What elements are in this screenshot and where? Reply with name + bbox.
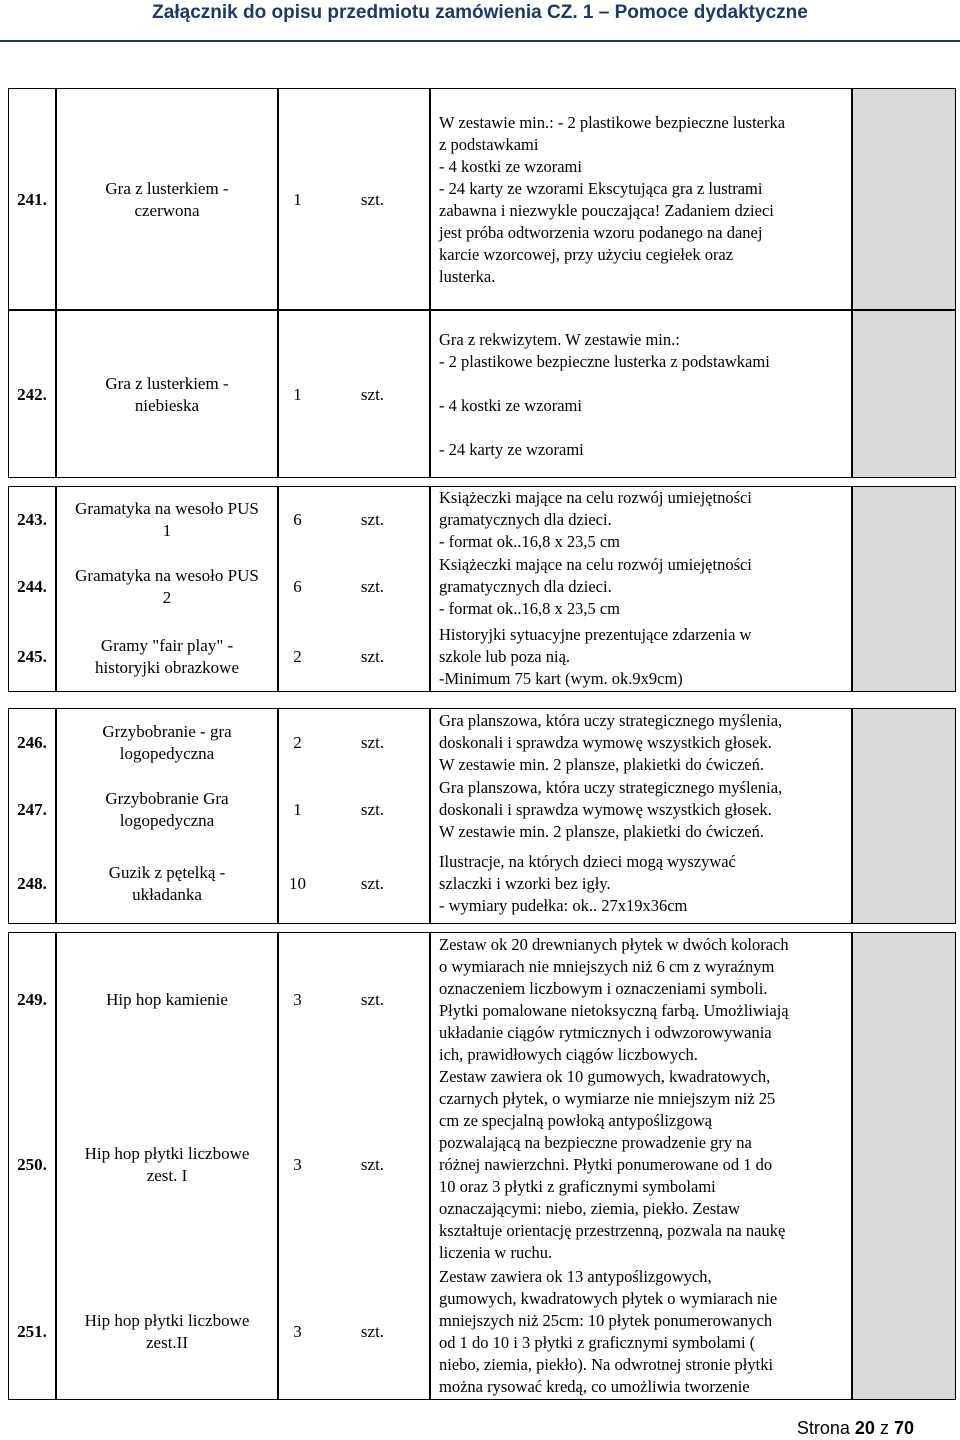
item-description: szlaczki i wzorki bez igły. [439,874,611,893]
item-quantity: 2 [293,733,302,752]
item-number: 251. [17,1322,47,1341]
item-name: Gra z lusterkiem - [105,374,229,393]
item-name: zest. I [146,1166,188,1185]
row-name [57,621,277,693]
row-desc [431,621,851,693]
gray-cell [852,88,956,310]
row-unit [316,933,429,1067]
item-description: - 4 kostki ze wzorami [439,396,582,415]
item-description: Historyjki sytuacyjne prezentujące zdarzenia w [439,625,752,644]
item-unit: szt. [360,385,385,404]
row-num [9,89,55,311]
name-column-cell [56,486,278,692]
item-name: czerwona [134,201,200,220]
item-unit: szt. [360,800,385,819]
item-unit: szt. [360,190,385,209]
item-description: czarnych płytek, o wymiarze nie mniejszym niż 25 [439,1089,776,1108]
item-description: cm ze specjalną powłoką antypoślizgową [439,1111,713,1130]
item-number: 241. [17,190,47,209]
item-description: kształtuje orientację przestrzenną, pozwala na naukę [439,1221,786,1240]
item-unit: szt. [360,1155,385,1174]
num-column-cell [8,486,56,692]
row-qty [279,933,316,1067]
item-quantity: 3 [293,990,302,1009]
item-description: gramatycznych dla dzieci. [439,510,612,529]
item-name: historyjki obrazkowe [95,658,239,677]
item-name: Gramatyka na wesoło PUS [75,566,259,585]
row-name [57,553,277,621]
row-num [9,1067,55,1263]
row-num [9,487,55,553]
item-description: różnej nawierzchni. Płytki ponumerowane od 1 do [439,1155,773,1174]
table-block [0,88,960,310]
item-name: Gramatyka na wesoło PUS [75,499,259,518]
item-description: Gra z rekwizytem. W zestawie min.: [439,330,680,349]
qty-column-cell [278,708,316,924]
row-unit [316,311,429,479]
item-description: Gra planszowa, która uczy strategicznego myślenia, [439,778,783,797]
item-description: - 2 plastikowe bezpieczne lusterka z podstawkami [439,352,770,371]
item-name: 2 [162,588,172,607]
item-description: W zestawie min. 2 plansze, plakietki do ćwiczeń. [439,822,764,841]
unit-column-cell [316,932,430,1400]
row-desc [431,553,851,621]
item-description: karcie wzorcowej, przy użyciu cegiełek oraz [439,245,734,264]
row-desc [431,487,851,553]
row-unit [316,89,429,311]
row-num [9,311,55,479]
item-description: Płytki pomalowane nietoksyczną farbą. Umożliwiają [439,1001,789,1020]
unit-column-cell [316,310,430,478]
item-description: Zestaw zawiera ok 10 gumowych, kwadratowych, [439,1067,771,1086]
row-unit [316,621,429,693]
item-description: mniejszych niż 25cm: 10 płytek ponumerowanych [439,1311,773,1330]
item-quantity: 3 [293,1155,302,1174]
item-description: - 24 karty ze wzorami Ekscytująca gra z lustrami [439,179,763,198]
row-unit [316,843,429,925]
item-quantity: 10 [289,874,306,893]
unit-column-cell [316,486,430,692]
row-unit [316,1067,429,1263]
num-column-cell [8,88,56,310]
item-description: doskonali i sprawdza wymowę wszystkich głosek. [439,733,772,752]
item-description: W zestawie min. 2 plansze, plakietki do ćwiczeń. [439,755,764,774]
item-name: Hip hop płytki liczbowe [84,1144,250,1163]
item-number: 243. [17,510,47,529]
footer-total: 70 [893,1418,914,1438]
row-name [57,933,277,1067]
item-quantity: 6 [293,510,302,529]
item-name: Gra z lusterkiem - [105,179,229,198]
row-qty [279,1067,316,1263]
footer-sep: z [874,1418,894,1438]
row-name [57,311,277,479]
header-title: Załącznik do opisu przedmiotu zamówienia CZ. 1 – Pomoce dydaktyczne [152,2,808,23]
gray-cell [852,708,956,924]
row-desc [431,1067,851,1263]
row-qty [279,777,316,843]
item-unit: szt. [360,874,385,893]
item-name: niebieska [134,396,200,415]
row-name [57,777,277,843]
gray-cell [852,486,956,692]
row-desc [431,89,851,311]
table-block [0,310,960,478]
item-number: 247. [17,800,47,819]
row-qty [279,843,316,925]
item-description [439,373,845,395]
item-description: gumowych, kwadratowych płytek o wymiarach nie [439,1289,778,1308]
row-desc [431,933,851,1067]
item-description: zabawna i niezwykle pouczająca! Zadaniem dzieci [439,201,774,220]
row-desc [431,1263,851,1401]
row-unit [316,777,429,843]
item-quantity: 2 [293,647,302,666]
item-description: Książeczki mające na celu rozwój umiejętności [439,488,752,507]
row-qty [279,311,316,479]
item-description: szkole lub poza nią. [439,647,571,666]
row-desc [431,777,851,843]
row-name [57,709,277,777]
item-quantity: 1 [293,800,302,819]
item-description: z podstawkami [439,135,539,154]
item-number: 249. [17,990,47,1009]
row-qty [279,621,316,693]
name-column-cell [56,88,278,310]
row-num [9,777,55,843]
item-description: od 1 do 10 i 3 płytki z graficznymi symbolami ( [439,1333,756,1352]
item-description: - format ok..16,8 x 23,5 cm [439,532,621,551]
item-quantity: 3 [293,1322,302,1341]
item-description: - format ok..16,8 x 23,5 cm [439,599,621,618]
row-desc [431,843,851,925]
row-name [57,487,277,553]
item-description: Zestaw ok 20 drewnianych płytek w dwóch kolorach [439,935,789,954]
item-description: pozwalającą na bezpieczne prowadzenie gry na [439,1133,752,1152]
item-description: o wymiarach nie mniejszych niż 6 cm z wyraźnym [439,957,775,976]
row-qty [279,487,316,553]
item-description: oznaczającymi: niebo, ziemia, piekło. Zestaw [439,1199,740,1218]
row-name [57,89,277,311]
row-name [57,1067,277,1263]
table-block [0,486,960,692]
unit-column-cell [316,708,430,924]
footer-page: 20 [854,1418,875,1438]
num-column-cell [8,310,56,478]
row-num [9,709,55,777]
num-column-cell [8,708,56,924]
item-number: 242. [17,385,47,404]
item-description: Gra planszowa, która uczy strategicznego myślenia, [439,711,783,730]
desc-column-cell [430,486,852,692]
desc-column-cell [430,708,852,924]
qty-column-cell [278,88,316,310]
item-number: 248. [17,874,47,893]
num-column-cell [8,932,56,1400]
item-unit: szt. [360,577,385,596]
item-name: logopedyczna [119,811,215,830]
item-unit: szt. [360,647,385,666]
name-column-cell [56,708,278,924]
item-description: Książeczki mające na celu rozwój umiejętności [439,555,752,574]
row-num [9,933,55,1067]
gray-cell [852,310,956,478]
desc-column-cell [430,88,852,310]
table-block [0,932,960,1400]
item-description: oznaczeniem liczbowym i oznaczeniami symboli. [439,979,768,998]
item-name: 1 [162,521,172,540]
item-name: Guzik z pętelką - [108,863,226,882]
item-number: 245. [17,647,47,666]
qty-column-cell [278,310,316,478]
item-name: układanka [132,885,202,904]
item-description: ich, prawidłowych ciągów liczbowych. [439,1045,698,1064]
item-name: Grzybobranie - gra [102,722,232,741]
item-number: 246. [17,733,47,752]
item-quantity: 1 [293,385,302,404]
item-description: doskonali i sprawdza wymowę wszystkich głosek. [439,800,772,819]
item-name: zest.II [145,1333,188,1352]
name-column-cell [56,310,278,478]
item-unit: szt. [360,733,385,752]
item-description: - 24 karty ze wzorami [439,440,584,459]
row-qty [279,553,316,621]
desc-column-cell [430,932,852,1400]
item-quantity: 6 [293,577,302,596]
table-block [0,708,960,924]
item-description: - 4 kostki ze wzorami [439,157,582,176]
page-header [0,0,960,38]
item-description: 10 oraz 3 płytki z graficznymi symbolami [439,1177,716,1196]
item-description: - wymiary pudełka: ok.. 27x19x36cm [439,896,688,915]
item-description: układanie ciągów rytmicznych i odwzorowywania [439,1023,772,1042]
item-description: Zestaw zawiera ok 13 antypoślizgowych, [439,1267,712,1286]
item-description: lusterka. [439,267,496,286]
row-desc [431,709,851,777]
page-footer [797,1418,914,1439]
item-description: liczenia w ruchu. [439,1243,553,1262]
item-name: Grzybobranie Gra [105,789,229,808]
header-divider [0,40,960,42]
row-num [9,1263,55,1401]
gray-cell [852,932,956,1400]
item-name: logopedyczna [119,744,215,763]
row-unit [316,487,429,553]
unit-column-cell [316,88,430,310]
qty-column-cell [278,486,316,692]
item-description: gramatycznych dla dzieci. [439,577,612,596]
row-qty [279,1263,316,1401]
desc-column-cell [430,310,852,478]
item-unit: szt. [360,510,385,529]
item-description: -Minimum 75 kart (wym. ok.9x9cm) [439,669,683,688]
row-unit [316,1263,429,1401]
qty-column-cell [278,932,316,1400]
item-description: jest próba odtworzenia wzoru podanego na danej [439,223,763,242]
row-unit [316,553,429,621]
item-quantity: 1 [293,190,302,209]
row-num [9,553,55,621]
item-unit: szt. [360,990,385,1009]
row-name [57,1263,277,1401]
item-description [439,417,845,439]
row-num [9,621,55,693]
item-name: Hip hop kamienie [106,990,228,1009]
footer-prefix: Strona [796,1418,855,1438]
item-description: można rysować kredą, co umożliwia tworzenie [439,1377,750,1396]
item-unit: szt. [360,1322,385,1341]
item-number: 250. [17,1155,47,1174]
item-description: W zestawie min.: - 2 plastikowe bezpieczne lusterka [439,113,786,132]
row-qty [279,89,316,311]
row-num [9,843,55,925]
row-qty [279,709,316,777]
row-name [57,843,277,925]
name-column-cell [56,932,278,1400]
item-description: niebo, ziemia, piekło). Na odwrotnej stronie płytki [439,1355,774,1374]
item-description: Ilustracje, na których dzieci mogą wyszywać [439,852,736,871]
row-unit [316,709,429,777]
item-number: 244. [17,577,47,596]
row-desc [431,311,851,479]
item-name: Gramy "fair play" - [100,636,234,655]
item-name: Hip hop płytki liczbowe [84,1311,250,1330]
